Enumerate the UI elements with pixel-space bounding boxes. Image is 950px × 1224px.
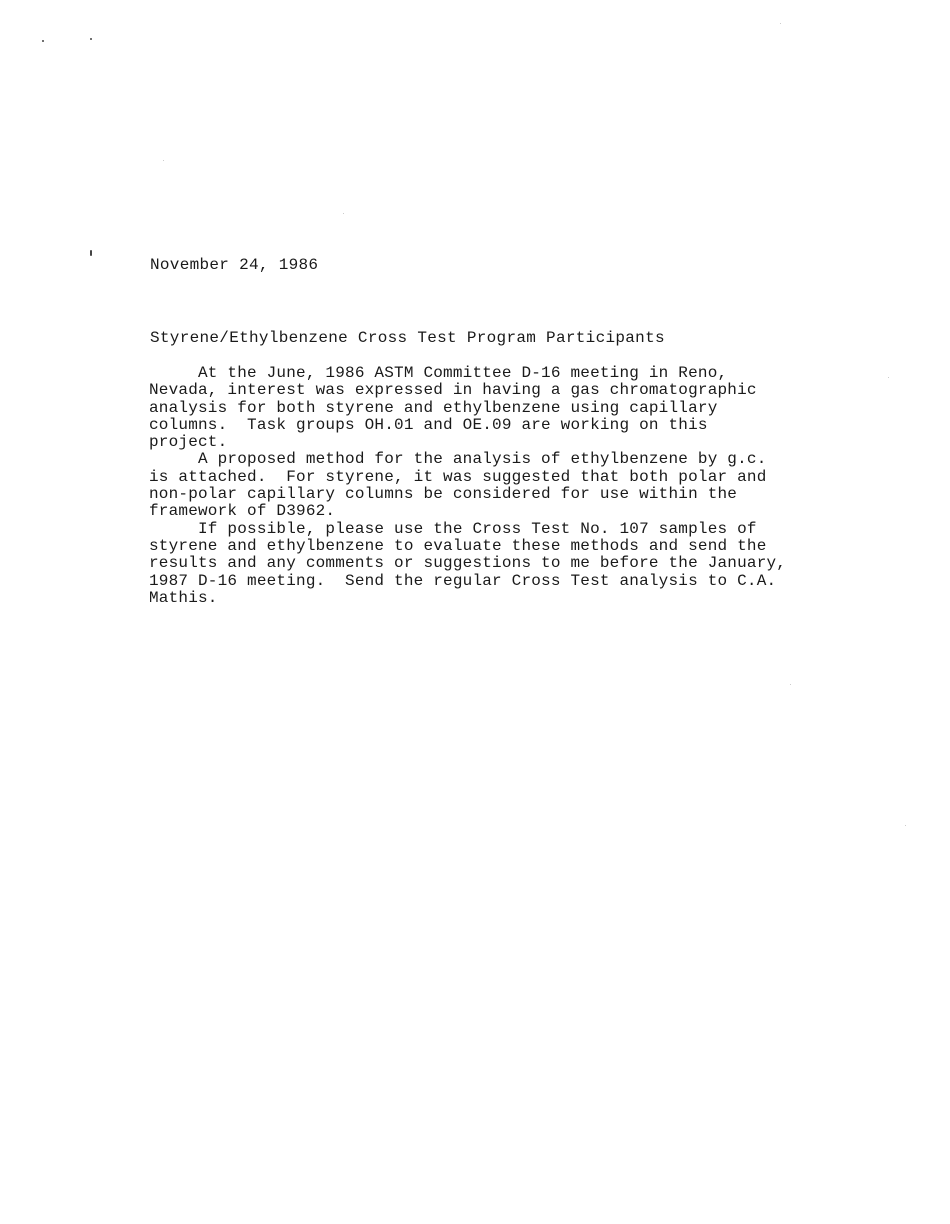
letter-paragraph (149, 521, 849, 607)
letter-date: November 24, 1986 (150, 256, 319, 274)
paragraph-line: project. (149, 433, 228, 452)
paragraph-line: styrene and ethylbenzene to evaluate these methods and send the (149, 536, 767, 555)
paragraph-line: If possible, please use the Cross Test No. 107 samples of (149, 519, 757, 538)
scan-speck (163, 160, 164, 161)
letter-paragraph (149, 365, 849, 451)
paragraph-line: Nevada, interest was expressed in having a gas chromatographic (149, 381, 757, 400)
letter-body (149, 365, 849, 607)
scan-speck (90, 38, 92, 40)
scan-speck (905, 825, 906, 826)
scan-speck (790, 684, 791, 685)
paragraph-line: A proposed method for the analysis of ethylbenzene by g.c. (149, 450, 767, 469)
letter-paragraph (149, 451, 849, 520)
scan-speck (343, 213, 344, 214)
paragraph-line: non-polar capillary columns be considered for use within the (149, 485, 738, 504)
scan-speck (888, 377, 889, 378)
paragraph-line: framework of D3962. (149, 502, 336, 521)
letter-addressee: Styrene/Ethylbenzene Cross Test Program Participants (150, 329, 665, 347)
scan-speck (780, 23, 781, 24)
paragraph-line: analysis for both styrene and ethylbenzene using capillary (149, 398, 718, 417)
scan-speck (90, 250, 92, 256)
paragraph-line: is attached. For styrene, it was suggested that both polar and (149, 467, 767, 486)
paragraph-line: results and any comments or suggestions to me before the January, (149, 554, 787, 573)
paragraph-line: 1987 D-16 meeting. Send the regular Cross Test analysis to C.A. (149, 571, 777, 590)
paragraph-line: columns. Task groups OH.01 and OE.09 are working on this (149, 415, 708, 434)
paragraph-line: At the June, 1986 ASTM Committee D-16 meeting in Reno, (149, 364, 728, 382)
scan-speck (42, 40, 44, 42)
paragraph-line: Mathis. (149, 588, 218, 607)
